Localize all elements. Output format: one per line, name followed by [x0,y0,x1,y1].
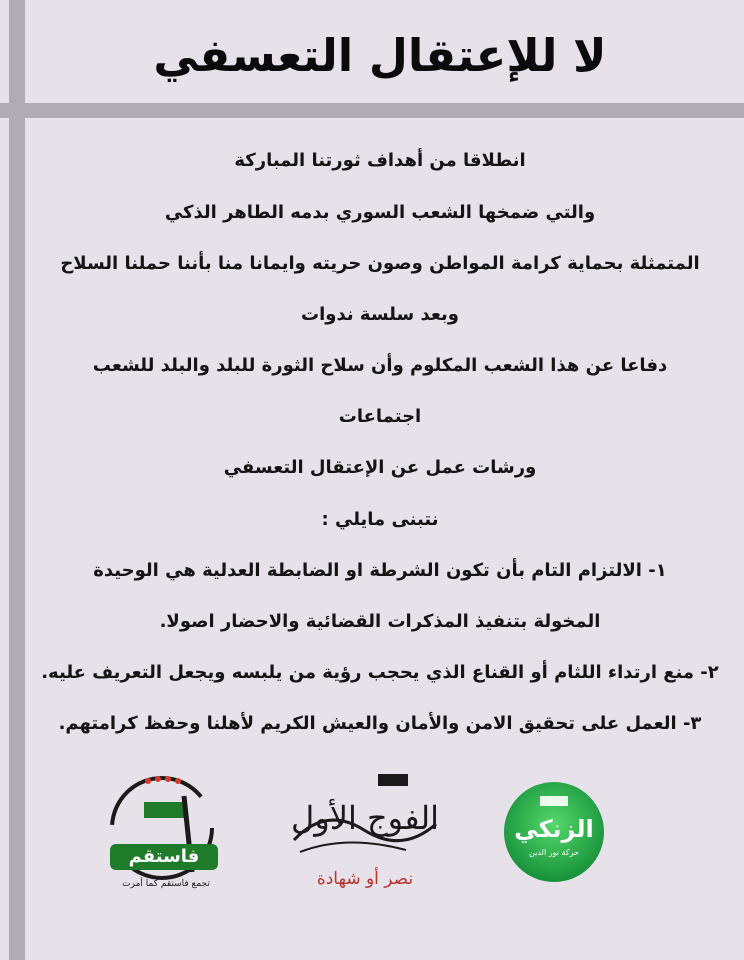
resolution-line-1: ١- الالتزام التام بأن تكون الشرطة او الضابطة العدلية هي الوحيدة [93,560,667,581]
zinki-logo [502,780,606,884]
resolution-line-1-cont: المخولة بتنفيذ المذكرات القضائية والاحضار اصولا. [159,611,601,632]
statement-line-7: ورشات عمل عن الإعتقال التعسفي [223,457,537,478]
page-title: لا للإعتقال التعسفي [153,29,607,82]
resolution-line-2: ٢- منع ارتداء اللثام أو القناع الذي يحجب رؤية من يلبسه ويجعل التعريف عليه. [41,662,719,683]
frame-horizontal-bar [0,103,744,118]
fastaqim-logo-tagline: تجمع فاستقم كما أمرت [122,879,210,889]
zinki-logo-subtitle: حركة نور الدين [529,848,579,857]
statement-line-2: والتي ضمخها الشعب السوري بدمه الطاهر الذكي [164,202,596,223]
fastaqim-logo-name: فاستقم [128,846,200,867]
fastaqim-logo [96,772,236,896]
statement-line-6: اجتماعات [338,406,422,427]
first-regiment-logo-slogan: نصر أو شهادة [316,869,414,889]
resolution-line-3: ٣- العمل على تحقيق الامن والأمان والعيش الكريم لأهلنا وحفظ كرامتهم. [58,713,702,734]
frame-vertical-bar [9,0,25,960]
statement-line-3: المتمثلة بحماية كرامة المواطن وصون حريته وايمانا منا بأننا حملنا السلاح [60,253,700,274]
first-regiment-logo-name: الفوج الأول [290,799,440,837]
statement-line-4: وبعد سلسة ندوات [301,304,459,325]
zinki-logo-name: الزنكي [514,815,594,843]
statement-line-5: دفاعا عن هذا الشعب المكلوم وأن سلاح الثورة للبلد والبلد للشعب [92,355,668,376]
first-regiment-logo [286,770,444,898]
statement-line-1: انطلاقا من أهداف ثورتنا المباركة [234,150,526,171]
statement-line-8: نتبنى مايلي : [321,509,439,530]
